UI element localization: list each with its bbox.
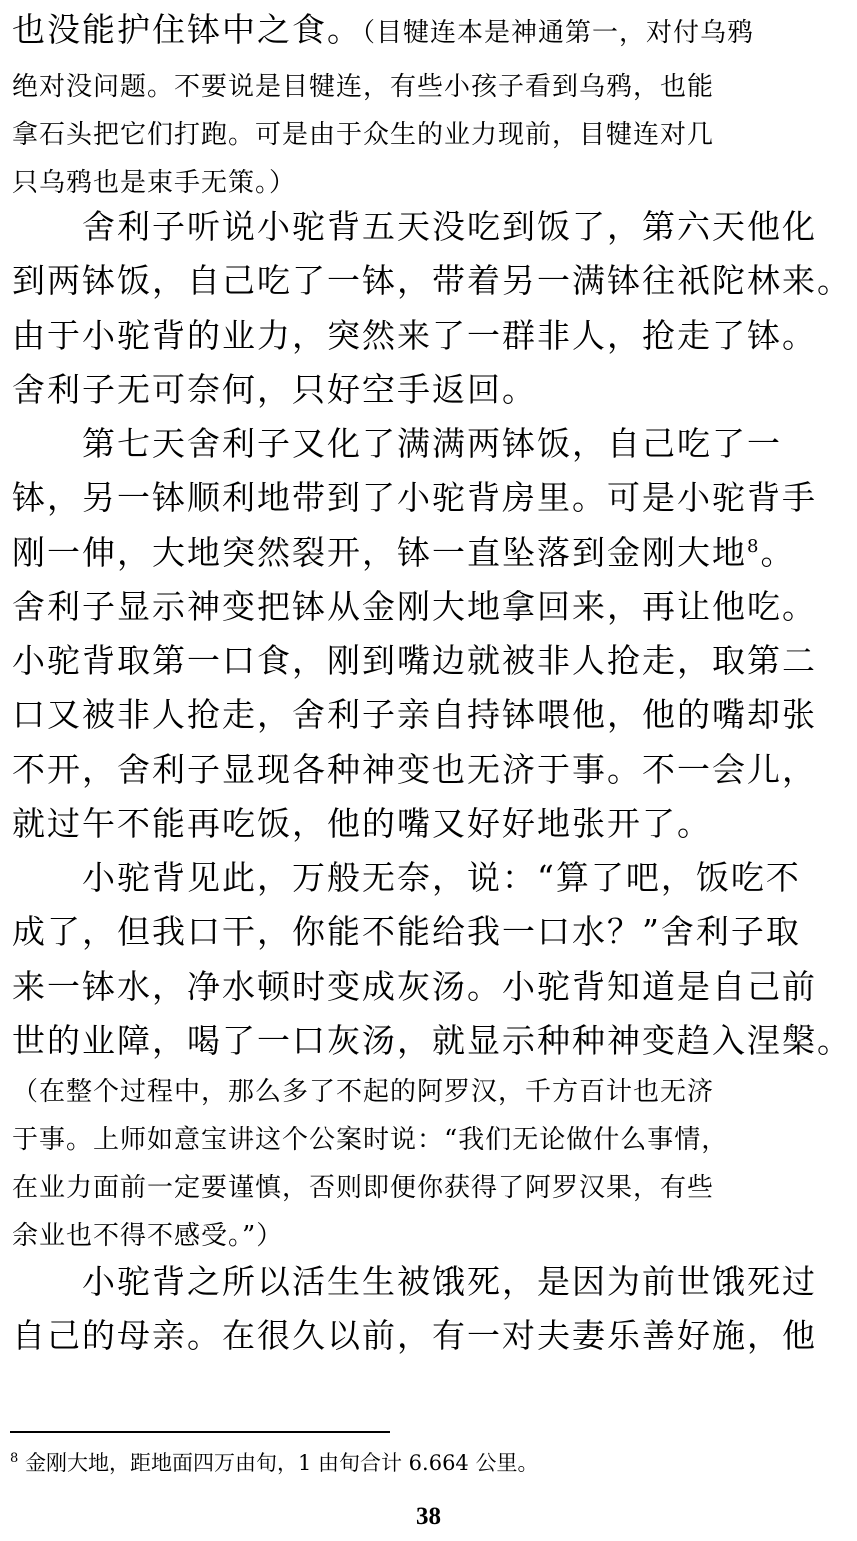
commentary-note-2 bbox=[12, 1068, 845, 1260]
note-line: 只乌鸦也是束手无策。） bbox=[12, 168, 297, 198]
paragraph-3 bbox=[12, 851, 852, 1068]
paragraph-2 bbox=[12, 417, 845, 851]
paragraph-line: 世的业障，喝了一口灰汤，就显示种种神变趋入涅槃。 bbox=[12, 1020, 852, 1060]
page-number: 38 bbox=[416, 1503, 441, 1530]
paragraph-line: 自己的母亲。在很久以前，有一对夫妻乐善好施，他 bbox=[12, 1316, 817, 1356]
footnote-reference[interactable]: 8 bbox=[747, 535, 761, 557]
note-line: 余业也不得不感受。”） bbox=[12, 1221, 284, 1251]
paragraph-line: 就过午不能再吃饭，他的嘴又好好地张开了。 bbox=[12, 804, 712, 844]
paragraph-4 bbox=[12, 1255, 845, 1364]
body-text-fragment: 也没能护住钵中之食。 bbox=[12, 10, 362, 49]
paragraph-line: 来一钵水，净水顿时变成灰汤。小驼背知道是自己前 bbox=[12, 966, 817, 1006]
paragraph-line: 第七天舍利子又化了满满两钵饭，自己吃了一 bbox=[82, 424, 782, 463]
note-line: 在业力面前一定要谨慎，否则即便你获得了阿罗汉果，有些 bbox=[12, 1173, 715, 1203]
paragraph-line: 舍利子无可奈何，只好空手返回。 bbox=[12, 369, 537, 409]
paragraph-line bbox=[12, 526, 845, 580]
note-line: 于事。上师如意宝讲这个公案时说：“我们无论做什么事情， bbox=[12, 1125, 729, 1155]
paragraph-line: 成了，但我口干，你能不能给我一口水？”舍利子取 bbox=[12, 912, 801, 952]
paragraph-line: 小驼背取第一口食，刚到嘴边就被非人抢走，取第二 bbox=[12, 641, 817, 681]
paragraph-line: 到两钵饭，自己吃了一钵，带着另一满钵往祇陀林来。 bbox=[12, 261, 852, 301]
footnote-divider bbox=[10, 1431, 390, 1433]
footnote bbox=[10, 1448, 538, 1478]
paragraph-line: 口又被非人抢走，舍利子亲自持钵喂他，他的嘴却张 bbox=[12, 695, 817, 735]
paragraph-line: 舍利子听说小驼背五天没吃到饭了，第六天他化 bbox=[82, 207, 817, 246]
paragraph-line: 钵，另一钵顺利地带到了小驼背房里。可是小驼背手 bbox=[12, 478, 817, 518]
paragraph-line: 小驼背见此，万般无奈，说：“算了吧，饭吃不 bbox=[82, 858, 801, 897]
footnote-text: 金刚大地，距地面四万由旬，1 由旬合计 6.664 公里。 bbox=[24, 1451, 539, 1475]
note-line: （在整个过程中，那么多了不起的阿罗汉，千方百计也无济 bbox=[12, 1077, 715, 1107]
note-text: （目犍连本是神通第一，对付乌鸦 bbox=[362, 18, 755, 48]
commentary-note-1 bbox=[12, 6, 845, 207]
paragraph-line: 由于小驼背的业力，突然来了一群非人，抢走了钵。 bbox=[12, 315, 817, 355]
paragraph-line: 不开，舍利子显现各种神变也无济于事。不一会儿， bbox=[12, 749, 817, 789]
paragraph-1 bbox=[12, 200, 852, 417]
note-line: 拿石头把它们打跑。可是由于众生的业力现前，目犍连对几 bbox=[12, 120, 715, 150]
footnote-marker: 8 bbox=[10, 1451, 19, 1466]
paragraph-line: 舍利子显示神变把钵从金刚大地拿回来，再让他吃。 bbox=[12, 586, 817, 626]
paragraph-line: 小驼背之所以活生生被饿死，是因为前世饿死过 bbox=[82, 1262, 817, 1301]
punctuation: 。 bbox=[760, 532, 796, 572]
note-line: 绝对没问题。不要说是目犍连，有些小孩子看到乌鸦，也能 bbox=[12, 72, 715, 102]
paragraph-line-text: 刚一伸，大地突然裂开，钵一直坠落到金刚大地 bbox=[12, 532, 747, 572]
